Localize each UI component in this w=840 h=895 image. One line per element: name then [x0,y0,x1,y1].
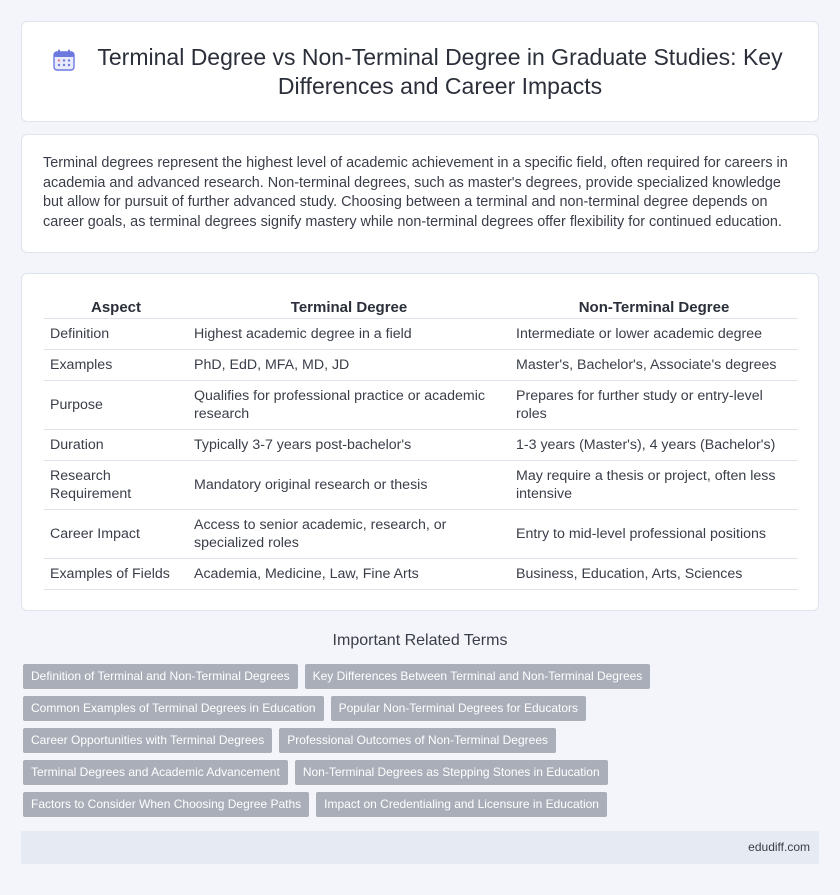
aspect-cell: Purpose [44,381,188,430]
aspect-cell: Research Requirement [44,461,188,510]
table-row [44,319,798,350]
non-terminal-cell: May require a thesis or project, often less intensive [510,461,798,510]
aspect-cell: Examples [44,350,188,381]
related-terms-list [23,664,823,824]
terminal-cell: Academia, Medicine, Law, Fine Arts [188,559,510,590]
related-terms-heading: Important Related Terms [332,632,508,649]
header-aspect: Aspect [90,299,142,316]
footer-bar [21,831,819,864]
table-row [44,559,798,590]
terminal-cell: Access to senior academic, research, or specialized roles [188,510,510,559]
related-term-link[interactable]: Key Differences Between Terminal and Non-Terminal Degrees [305,664,651,689]
terminal-cell: Qualifies for professional practice or academic research [188,381,510,430]
table-row [44,430,798,461]
comparison-table [44,296,798,590]
tag-row [23,792,823,817]
terminal-cell: Typically 3-7 years post-bachelor's [188,430,510,461]
related-term-link[interactable]: Career Opportunities with Terminal Degrees [23,728,272,753]
terminal-cell: PhD, EdD, MFA, MD, JD [188,350,510,381]
non-terminal-cell: Business, Education, Arts, Sciences [510,559,798,590]
comparison-table-card [21,273,819,611]
related-term-link[interactable]: Popular Non-Terminal Degrees for Educators [331,696,586,721]
intro-paragraph: Terminal degrees represent the highest level of academic achievement in a specific field, often required for careers in academia and advanced research. Non-terminal degrees, such as master's degrees, provide specialized knowledge but allow for pursuit of further advanced study. Choosing between a terminal and non-terminal degree depends on career goals, as terminal degrees signify mastery while non-terminal degrees offer flexibility for continued education. [43,155,788,230]
header-card [21,21,819,122]
table-row [44,510,798,559]
page-title: Terminal Degree vs Non-Terminal Degree in Graduate Studies: Key Differences and Career Impacts [97,43,783,99]
related-term-link[interactable]: Impact on Credentialing and Licensure in Education [316,792,607,817]
table-header-row [44,296,798,319]
non-terminal-cell: Prepares for further study or entry-level roles [510,381,798,430]
related-term-link[interactable]: Non-Terminal Degrees as Stepping Stones in Education [295,760,608,785]
tag-row [23,728,823,753]
tag-row [23,760,823,785]
related-term-link[interactable]: Professional Outcomes of Non-Terminal Degrees [279,728,556,753]
header-non-terminal-degree: Non-Terminal Degree [578,299,730,316]
aspect-cell: Definition [44,319,188,350]
tag-row [23,664,823,689]
table-row [44,350,798,381]
non-terminal-cell: Intermediate or lower academic degree [510,319,798,350]
tag-row [23,696,823,721]
terminal-cell: Mandatory original research or thesis [188,461,510,510]
aspect-cell: Career Impact [44,510,188,559]
header-terminal-degree: Terminal Degree [290,299,408,316]
non-terminal-cell: 1-3 years (Master's), 4 years (Bachelor's) [510,430,798,461]
aspect-cell: Examples of Fields [44,559,188,590]
site-link[interactable]: edudiff.com [748,840,810,854]
related-term-link[interactable]: Definition of Terminal and Non-Terminal Degrees [23,664,298,689]
intro-card [21,134,819,253]
related-term-link[interactable]: Factors to Consider When Choosing Degree Paths [23,792,309,817]
related-term-link[interactable]: Terminal Degrees and Academic Advancement [23,760,288,785]
related-term-link[interactable]: Common Examples of Terminal Degrees in Education [23,696,324,721]
terminal-cell: Highest academic degree in a field [188,319,510,350]
table-row [44,381,798,430]
non-terminal-cell: Master's, Bachelor's, Associate's degrees [510,350,798,381]
table-row [44,461,798,510]
non-terminal-cell: Entry to mid-level professional positions [510,510,798,559]
aspect-cell: Duration [44,430,188,461]
